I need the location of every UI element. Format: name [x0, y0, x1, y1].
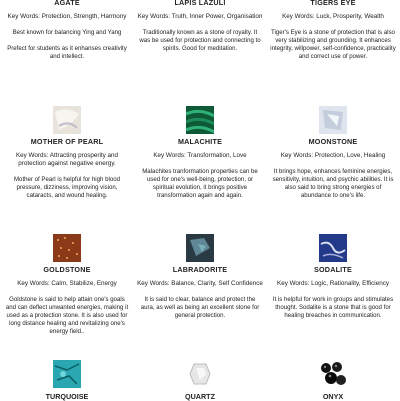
- stone-image-onyx: [319, 360, 347, 388]
- stone-card-labradorite: [137, 234, 263, 320]
- stone-description: It is helpful for work in groups and stimulates thought. Sodalite is a stone that is good for healing breaches in communication.: [272, 296, 394, 319]
- stone-keywords: Key Words: Protection, Love, Healing: [280, 152, 386, 159]
- stone-name: AGATE: [54, 0, 80, 7]
- stone-name: SODALITE: [314, 265, 352, 274]
- stone-description: Tiger's Eye is a stone of protection that is also very stabilizing and grounding. It enhances integrity, willpower, self-confidence, practicality and correct use of power.: [270, 29, 396, 60]
- stone-card-agate: [4, 0, 130, 61]
- stone-card-lapis-lazuli: [137, 0, 263, 53]
- stone-image-mother-of-pearl: [53, 106, 81, 134]
- stone-name-turquoise: TURQUOISE: [45, 392, 89, 401]
- stone-image-malachite: [186, 106, 214, 134]
- stone-card-malachite: [137, 106, 263, 200]
- stone-image-goldstone: [53, 234, 81, 262]
- stone-keywords: Key Words: Calm, Stabilize, Energy: [17, 280, 117, 287]
- stone-image-turquoise: [53, 360, 81, 388]
- stone-name-onyx: ONYX: [322, 392, 344, 401]
- stone-description: It is said to clear, balance and protect the aura, as well as being an excellent stone for general protection.: [140, 296, 260, 319]
- stone-name: LAPIS LAZULI: [174, 0, 226, 7]
- stone-name: TIGERS EYE: [310, 0, 356, 7]
- stone-description: Malachites tranformation properties can be used for one's well-being, protection, or spiritual evolution, it brings positive transformation again and again.: [142, 168, 258, 199]
- stone-keywords: Key Words: Protection, Strength, Harmony: [7, 13, 127, 20]
- stone-image-quartz: [186, 360, 214, 388]
- stone-name: MOONSTONE: [308, 137, 358, 146]
- stone-name: LABRADORITE: [172, 265, 228, 274]
- stone-card-goldstone: [4, 234, 130, 336]
- stone-description: Traditionally known as a stone of royalty. It was be used for protection and connecting to spirits. Good for meditation.: [139, 29, 261, 52]
- stone-image-moonstone: [319, 106, 347, 134]
- stone-name: GOLDSTONE: [43, 265, 91, 274]
- stone-keywords: Key Words: Balance, Clarity, Self Confidence: [137, 280, 263, 287]
- stone-keywords: Key Words: Attracting prosperity and protection against negative energy.: [15, 152, 119, 167]
- stone-name: MALACHITE: [177, 137, 223, 146]
- stone-image-labradorite: [186, 234, 214, 262]
- stone-keywords: Key Words: Truth, Inner Power, Organisation: [137, 13, 263, 20]
- stone-keywords: Key Words: Luck, Prosperity, Wealth: [282, 13, 384, 20]
- stone-card-mother-of-pearl: [4, 106, 130, 200]
- stone-card-sodalite: [270, 234, 396, 320]
- stone-image-sodalite: [319, 234, 347, 262]
- stone-description: Goldstone is said to help attain one's goals and can deflect unwanted energies, making it used as a protection stone. It is also used for long distance healing and revitalizing one's energy field..: [5, 296, 129, 335]
- stone-name-quartz: QUARTZ: [185, 392, 215, 401]
- stone-card-moonstone: [270, 106, 396, 200]
- stone-description: It brings hope, enhances feminine energies, sensitivity, intuition, and psychic abilities. It is also said to bring strong energies of abundance to one's life.: [272, 168, 394, 199]
- stone-description: Best known for balancing Ying and Yang Prefect for students as it enhanses creativity and intellect.: [7, 29, 127, 60]
- stone-name: MOTHER OF PEARL: [30, 137, 104, 146]
- stone-keywords: Key Words: Logic, Rationality, Efficiency: [277, 280, 389, 287]
- stone-card-tigers-eye: [270, 0, 396, 61]
- stone-keywords: Key Words: Transformation, Love: [153, 152, 247, 159]
- stone-description: Mother of Pearl is helpful for high blood pressure, dizziness, improving vision, cataracts, and wound healing.: [13, 176, 121, 199]
